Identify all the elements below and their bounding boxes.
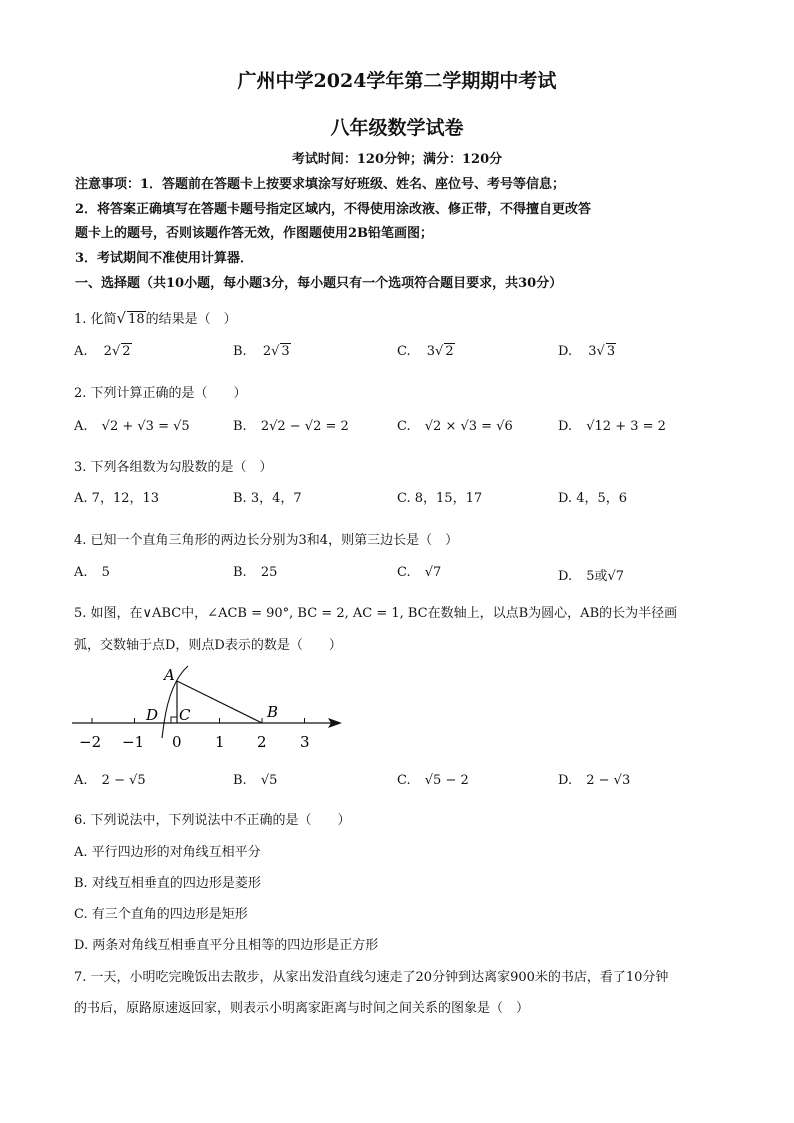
option-label: A. bbox=[74, 491, 88, 506]
option-label: D. bbox=[558, 569, 573, 584]
option-label: C. bbox=[397, 344, 411, 359]
q6-option-b[interactable]: B. 对线互相垂直的四边形是菱形 bbox=[74, 876, 261, 891]
question-5-stem-line-1: 5. 如图，在∨ABC中，∠ACB = 90°, BC = 2, AC = 1, BC在数轴上，以点B为圆心，AB的长为半径画 bbox=[74, 606, 678, 621]
option-label: C. bbox=[397, 491, 411, 506]
q4-option-a[interactable] bbox=[74, 565, 110, 580]
question-1-stem bbox=[74, 308, 237, 327]
q2-option-a[interactable] bbox=[74, 419, 190, 434]
option-text: 7，12，13 bbox=[91, 491, 160, 506]
note-line-1: 注意事项：1．答题前在答题卡上按要求填涂写好班级、姓名、座位号、考号等信息； bbox=[75, 177, 566, 192]
option-expr: √2 + √3 = √5 bbox=[101, 419, 190, 434]
option-text: 8，15，17 bbox=[414, 491, 483, 506]
option-label: D. bbox=[558, 773, 573, 788]
tick-label: 1 bbox=[215, 733, 225, 751]
option-label: C. bbox=[397, 773, 411, 788]
q3-option-b[interactable] bbox=[233, 487, 302, 506]
option-label: C. bbox=[397, 419, 411, 434]
option-expr: √2 × √3 = √6 bbox=[424, 419, 513, 434]
option-label: A. bbox=[74, 773, 88, 788]
option-label: B. bbox=[233, 773, 247, 788]
q4-option-d[interactable] bbox=[558, 565, 624, 584]
q5-number-line-figure bbox=[60, 660, 360, 755]
option-text: √5 − 2 bbox=[424, 773, 469, 788]
q1-option-a[interactable] bbox=[74, 344, 132, 359]
question-3-stem: 3. 下列各组数为勾股数的是（ ） bbox=[74, 460, 273, 475]
q4-option-c[interactable] bbox=[397, 565, 441, 580]
q1-radicand: 18 bbox=[128, 312, 145, 327]
question-7-stem-line-1: 7. 一天，小明吃完晚饭出去散步，从家出发沿直线匀速走了20分钟到达离家900米的书店，看了10分钟 bbox=[74, 970, 669, 985]
option-radicand: 3 bbox=[281, 344, 290, 359]
option-radicand: 2 bbox=[122, 344, 131, 359]
q5-option-d[interactable] bbox=[558, 773, 630, 788]
question-4-stem: 4. 已知一个直角三角形的两边长分别为3和4，则第三边长是（ ） bbox=[74, 533, 459, 548]
q5-option-a[interactable] bbox=[74, 773, 146, 788]
q2-option-b[interactable] bbox=[233, 419, 349, 434]
option-radicand: 2 bbox=[445, 344, 454, 359]
section-heading: 一、选择题（共10小题，每小题3分，每小题只有一个选项符合题目要求，共30分） bbox=[75, 276, 563, 291]
option-text: 3，4，7 bbox=[250, 491, 302, 506]
note-line-3: 3．考试期间不准使用计算器． bbox=[75, 251, 254, 266]
option-text: 2 − √5 bbox=[101, 773, 146, 788]
root-sign: √ bbox=[271, 344, 280, 359]
tick-label: −1 bbox=[122, 733, 145, 751]
q2-option-d[interactable] bbox=[558, 419, 666, 434]
q3-option-c[interactable] bbox=[397, 487, 482, 506]
root-sign: √ bbox=[596, 344, 605, 359]
tick-label: −2 bbox=[79, 733, 102, 751]
option-text: 25 bbox=[260, 565, 278, 580]
option-coef: 2 bbox=[262, 344, 272, 359]
q4-option-b[interactable] bbox=[233, 565, 277, 580]
question-6-stem: 6. 下列说法中，下列说法中不正确的是（ ） bbox=[74, 813, 351, 828]
tick-label: 0 bbox=[172, 733, 182, 751]
point-label-d: D bbox=[146, 706, 159, 724]
exam-title: 广州中学2024学年第二学期期中考试 bbox=[237, 70, 557, 92]
point-label-a: A bbox=[164, 666, 175, 684]
option-label: A. bbox=[74, 419, 88, 434]
q6-option-d[interactable]: D. 两条对角线互相垂直平分且相等的四边形是正方形 bbox=[74, 938, 379, 953]
option-coef: 3 bbox=[588, 344, 597, 359]
option-text: 5 bbox=[101, 565, 110, 580]
q6-option-a[interactable]: A. 平行四边形的对角线互相平分 bbox=[74, 845, 261, 860]
option-label: B. bbox=[233, 419, 247, 434]
tick-label: 3 bbox=[300, 733, 310, 751]
exam-info: 考试时间：120分钟；满分：120分 bbox=[291, 152, 503, 167]
option-label: B. bbox=[233, 344, 247, 359]
option-label: A. bbox=[74, 344, 88, 359]
q5-option-b[interactable] bbox=[233, 773, 277, 788]
q1-option-b[interactable] bbox=[233, 344, 291, 359]
option-label: D. bbox=[558, 491, 573, 506]
q3-option-d[interactable] bbox=[558, 487, 627, 506]
option-coef: 3 bbox=[426, 344, 436, 359]
q3-option-a[interactable] bbox=[74, 487, 159, 506]
root-sign: √ bbox=[435, 344, 444, 359]
q1-stem-pre: 1. 化简 bbox=[74, 312, 117, 327]
option-text: 5或√7 bbox=[586, 569, 625, 584]
point-label-b: B bbox=[267, 703, 279, 721]
option-expr: √12 + 3 = 2 bbox=[586, 419, 666, 434]
right-angle-mark bbox=[171, 717, 177, 723]
q1-option-c[interactable] bbox=[397, 344, 455, 359]
option-text: 4，5，6 bbox=[576, 491, 628, 506]
root-sign: √ bbox=[111, 344, 121, 359]
option-text: 2 − √3 bbox=[586, 773, 631, 788]
option-text: √5 bbox=[260, 773, 278, 788]
question-5-stem-line-2: 弧，交数轴于点D，则点D表示的数是（ ） bbox=[74, 638, 342, 653]
option-label: B. bbox=[233, 491, 247, 506]
option-text: √7 bbox=[424, 565, 442, 580]
option-radicand: 3 bbox=[606, 344, 616, 359]
option-coef: 2 bbox=[103, 344, 112, 359]
q1-root-sign: √ bbox=[116, 309, 127, 327]
note-line-2a: 2．将答案正确填写在答题卡题号指定区域内，不得使用涂改液、修正带，不得擅自更改答 bbox=[75, 202, 592, 217]
option-expr: 2√2 − √2 = 2 bbox=[260, 419, 349, 434]
option-label: B. bbox=[233, 565, 247, 580]
q6-option-c[interactable]: C. 有三个直角的四边形是矩形 bbox=[74, 907, 248, 922]
note-line-2b: 题卡上的题号，否则该题作答无效，作图题使用2B铅笔画图； bbox=[75, 226, 434, 241]
q2-option-c[interactable] bbox=[397, 419, 513, 434]
option-label: D. bbox=[558, 344, 573, 359]
tick-label: 2 bbox=[257, 733, 267, 751]
exam-subtitle: 八年级数学试卷 bbox=[330, 117, 464, 139]
q1-option-d[interactable] bbox=[558, 344, 616, 359]
question-2-stem: 2. 下列计算正确的是（ ） bbox=[74, 386, 247, 401]
question-7-stem-line-2: 的书后，原路原速返回家，则表示小明离家距离与时间之间关系的图象是（ ） bbox=[74, 1001, 530, 1016]
q5-option-c[interactable] bbox=[397, 773, 469, 788]
point-label-c: C bbox=[179, 706, 191, 724]
q1-stem-post: 的结果是（ ） bbox=[145, 312, 237, 327]
option-label: D. bbox=[558, 419, 573, 434]
option-label: A. bbox=[74, 565, 88, 580]
option-label: C. bbox=[397, 565, 411, 580]
